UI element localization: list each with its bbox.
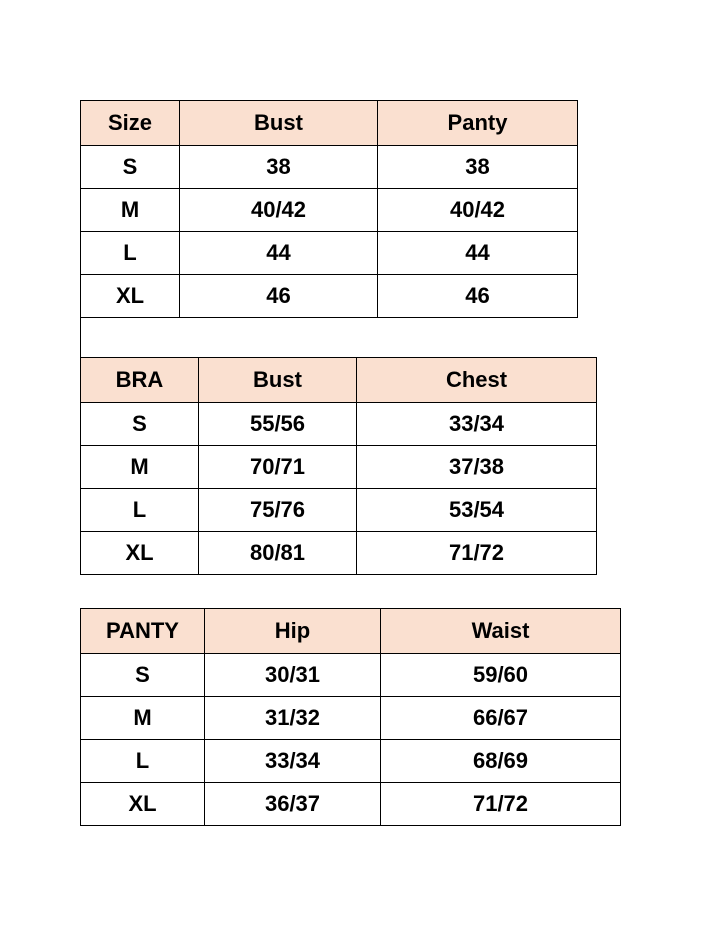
cell-waist: 59/60 bbox=[381, 654, 621, 697]
cell-size: XL bbox=[81, 275, 180, 318]
column-header-bust: Bust bbox=[180, 101, 378, 146]
bra-size-table bbox=[80, 357, 597, 575]
cell-bust: 75/76 bbox=[199, 489, 357, 532]
cell-hip: 31/32 bbox=[205, 697, 381, 740]
column-header-size: Size bbox=[81, 101, 180, 146]
cell-size: XL bbox=[81, 532, 199, 575]
table-row bbox=[81, 740, 621, 783]
cell-bust: 38 bbox=[180, 146, 378, 189]
table-row bbox=[81, 783, 621, 826]
table-connector-line bbox=[80, 310, 81, 358]
table-row bbox=[81, 532, 597, 575]
cell-size: M bbox=[81, 189, 180, 232]
cell-hip: 36/37 bbox=[205, 783, 381, 826]
column-header-hip: Hip bbox=[205, 609, 381, 654]
table-header-row bbox=[81, 358, 597, 403]
table-header-row bbox=[81, 101, 578, 146]
cell-size: M bbox=[81, 697, 205, 740]
table-row bbox=[81, 189, 578, 232]
cell-bust: 80/81 bbox=[199, 532, 357, 575]
column-header-bust: Bust bbox=[199, 358, 357, 403]
cell-chest: 33/34 bbox=[357, 403, 597, 446]
cell-waist: 66/67 bbox=[381, 697, 621, 740]
cell-panty: 38 bbox=[378, 146, 578, 189]
cell-size: M bbox=[81, 446, 199, 489]
table-row bbox=[81, 146, 578, 189]
table-row bbox=[81, 275, 578, 318]
cell-size: S bbox=[81, 654, 205, 697]
table-row bbox=[81, 446, 597, 489]
cell-size: XL bbox=[81, 783, 205, 826]
cell-bust: 70/71 bbox=[199, 446, 357, 489]
column-header-panty: PANTY bbox=[81, 609, 205, 654]
general-size-table bbox=[80, 100, 578, 318]
cell-chest: 37/38 bbox=[357, 446, 597, 489]
column-header-bra: BRA bbox=[81, 358, 199, 403]
cell-hip: 30/31 bbox=[205, 654, 381, 697]
cell-waist: 68/69 bbox=[381, 740, 621, 783]
cell-bust: 44 bbox=[180, 232, 378, 275]
table-row bbox=[81, 489, 597, 532]
column-header-chest: Chest bbox=[357, 358, 597, 403]
column-header-waist: Waist bbox=[381, 609, 621, 654]
cell-waist: 71/72 bbox=[381, 783, 621, 826]
cell-panty: 46 bbox=[378, 275, 578, 318]
cell-panty: 44 bbox=[378, 232, 578, 275]
cell-size: S bbox=[81, 403, 199, 446]
column-header-panty: Panty bbox=[378, 101, 578, 146]
table-row bbox=[81, 232, 578, 275]
cell-size: L bbox=[81, 489, 199, 532]
cell-chest: 53/54 bbox=[357, 489, 597, 532]
cell-panty: 40/42 bbox=[378, 189, 578, 232]
cell-chest: 71/72 bbox=[357, 532, 597, 575]
cell-bust: 40/42 bbox=[180, 189, 378, 232]
panty-size-table bbox=[80, 608, 621, 826]
cell-size: S bbox=[81, 146, 180, 189]
cell-hip: 33/34 bbox=[205, 740, 381, 783]
table-row bbox=[81, 654, 621, 697]
cell-size: L bbox=[81, 232, 180, 275]
cell-bust: 46 bbox=[180, 275, 378, 318]
cell-bust: 55/56 bbox=[199, 403, 357, 446]
table-header-row bbox=[81, 609, 621, 654]
cell-size: L bbox=[81, 740, 205, 783]
table-row bbox=[81, 697, 621, 740]
table-row bbox=[81, 403, 597, 446]
